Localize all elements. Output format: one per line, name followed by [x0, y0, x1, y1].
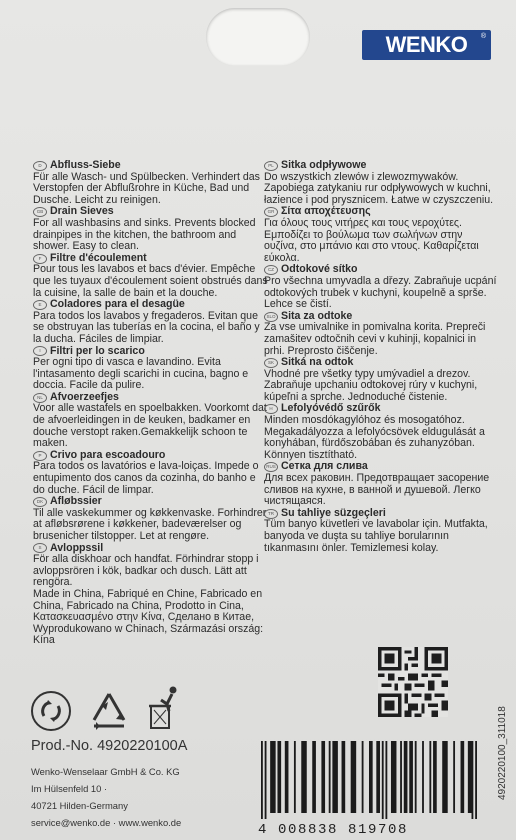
barcode-bar [321, 741, 325, 813]
language-heading [264, 160, 497, 172]
country-code-badge: PL [264, 161, 278, 171]
country-code-badge: I [33, 346, 47, 356]
country-code-badge: SK [264, 358, 278, 368]
barcode-bar [285, 741, 289, 813]
barcode-bar [385, 741, 387, 819]
barcode-bar [332, 741, 337, 813]
language-section [264, 461, 497, 507]
hang-hole [206, 8, 310, 66]
barcode-bar [453, 741, 455, 813]
section-body: For all washbasins and sinks. Prevents blocked drainpipes in the kitchen, the bathroom and shower. Easy to clean. [33, 216, 256, 253]
section-body: Для всех раковин. Предотвращает засорение сливов на кухне, в ванной и душевой. Легко чистящаяся. [264, 472, 490, 508]
section-body: Til alle vaskekummer og køkkenvaske. Forhindrer at afløbsrørene i køkkener, badeværelser og brusenicher tilstopper. Let at rengøre. [33, 506, 267, 542]
country-code-badge: GR [264, 207, 278, 217]
barcode-bar [261, 741, 263, 819]
barcode-bar [362, 741, 364, 813]
country-code-badge: E [33, 300, 47, 310]
company-address [31, 763, 181, 831]
section-title: Sitka odpływowe [281, 159, 367, 171]
barcode-bar [475, 741, 477, 819]
section-body: Vhodné pre všetky typy umývadiel a drezov. Zabraňuje upchaniu odtokovej rúry v kuchyni, kúpeľni a sprche. Jednoduché čistenie. [264, 367, 478, 403]
section-body: Minden mosdókagylóhoz és mosogatóhoz. Megakadályozza a lefolyócsövek eldugulását a konyhában, fürdőszobában és zuhanyzóban. Könnyen tisztítható. [264, 414, 485, 461]
barcode-bar [433, 741, 437, 813]
country-code-badge: F [33, 254, 47, 264]
section-title: Crivo para escoadouro [50, 448, 166, 461]
section-body: Para todos los lavabos y fregaderos. Evitan que se obstruyan las tuberías en la cocina, el baño y la ducha. Fáciles de limpiar. [33, 309, 260, 345]
address-line: service@wenko.de · www.wenko.de [31, 817, 182, 828]
language-section [264, 311, 497, 357]
barcode-bar [472, 741, 474, 819]
section-title: Filtri per lo scarico [50, 344, 145, 357]
language-section [33, 253, 269, 299]
qr-code [378, 647, 448, 717]
country-code-badge: H [264, 404, 278, 414]
section-title: Coladores para el desagüe [50, 298, 185, 311]
barcode-bar [265, 741, 267, 819]
address-line: 40721 Hilden-Germany [31, 800, 128, 811]
barcode-bar [369, 741, 373, 813]
registered-mark: ® [480, 33, 486, 40]
country-code-badge: D [33, 161, 47, 171]
country-code-badge: S [33, 543, 47, 553]
section-title: Avloppssil [50, 541, 104, 554]
recycle-triangle-icon [86, 690, 132, 732]
barcode-bar [294, 741, 296, 813]
barcode-bar [329, 741, 331, 813]
country-code-badge: SLO [264, 312, 278, 322]
barcode-bar [415, 741, 417, 813]
barcode-bar [404, 741, 408, 813]
barcode-bar [400, 741, 402, 813]
made-in-text: Made in China, Fabriqué en Chine, Fabricado en China, Fabricado na China, Prodotto in Cina, Κατασκευασμένο στην Κίνα, Сделано в Китае, Wyprodukowano w Chinach, Származási ország: Kína [33, 587, 264, 647]
language-section [264, 206, 497, 264]
language-section [264, 508, 497, 554]
section-body: Pour tous les lavabos et bacs d'évier. Empêche que les tuyaux d'écoulement soient obstrués dans la cuisine, la salle de bain et la douche. [33, 263, 268, 299]
section-body: Do wszystkich zlewów i zlewozmywaków. Zapobiega zatykaniu rur odpływowych w kuchni, łazience i pod prysznicem. Łatwe w czyszczeniu. [264, 170, 494, 206]
language-section [33, 496, 269, 542]
brand-logo [362, 30, 491, 60]
brand-name: WENKO [385, 32, 468, 57]
section-body: Za vse umivalnike in pomivalna korita. Prepreči zamašitev odtočnih cevi v kuhinji, kopalnici in prhi. Preprosto čiščenje. [264, 321, 486, 357]
section-title: Drain Sieves [50, 205, 114, 218]
section-title: Σίτα αποχέτευσης [281, 205, 371, 218]
section-title: Sita za odtoke [281, 309, 353, 322]
barcode [255, 739, 485, 819]
barcode-bar [301, 741, 306, 813]
product-number: Prod.-No. 4920220100A [31, 738, 188, 754]
barcode-bar [277, 741, 281, 813]
language-section [264, 160, 497, 206]
language-heading [33, 299, 269, 311]
barcode-bar [312, 741, 316, 813]
country-code-badge: P [33, 451, 47, 461]
barcode-bar [422, 741, 424, 813]
barcode-bar [461, 741, 465, 813]
barcode-bar [270, 741, 275, 813]
country-code-badge: CZ [264, 265, 278, 275]
section-body: Para todos os lavatórios e lava-loiças. Impede o entupimento dos canos da cozinha, do banho e do duche. Fácil de limpar. [33, 460, 259, 496]
language-heading [264, 357, 497, 369]
section-body: Tüm banyo küvetleri ve lavabolar için. Mutfakta, banyoda ve duşta su tahliye borularının tıkanmasını önler. Temizlemesi kolay. [264, 518, 488, 554]
language-section [264, 403, 497, 461]
language-section [264, 357, 497, 403]
address-line: Im Hülsenfeld 10 · [31, 783, 108, 794]
language-section [33, 299, 269, 345]
country-code-badge: TR [264, 509, 278, 519]
barcode-bar [429, 741, 431, 813]
language-section [33, 160, 269, 206]
section-title: Afvoerzeefjes [50, 390, 119, 403]
section-body: Voor alle wastafels en spoelbakken. Voorkomt dat de afvoerleidingen in de keuken, badkamer en douche verstopt raken.Gemakkelijk schoon te maken. [33, 402, 267, 450]
language-section [33, 206, 269, 252]
disposal-icons [30, 684, 190, 732]
section-body: Für alle Wasch- und Spülbecken. Verhindert das Verstopfen der Abflußrohre in Küche, Bad und Dusche. Leicht zu reinigen. [33, 170, 260, 206]
right-description-column [264, 160, 497, 554]
barcode-bar [382, 741, 384, 819]
section-body: Pro všechna umyvadla a dřezy. Zabraňuje ucpání odtokových trubek v kuchyni, koupelně a sprše. Lehce se čistí. [264, 274, 497, 311]
side-code: 4920220100_311018 [497, 706, 508, 800]
language-section [33, 346, 269, 392]
language-section [33, 543, 269, 589]
section-title: Su tahliye süzgeçleri [281, 506, 386, 519]
barcode-bar [409, 741, 413, 813]
section-title: Odtokové sítko [281, 263, 358, 276]
section-body: För alla diskhoar och handfat. Förhindrar stopp i avloppsrören i kök, badkar och dusch. Lätt att rengöra. [33, 553, 259, 589]
section-body: Per ogni tipo di vasca e lavandino. Evita l'intasamento degli scarichi in cucina, bagno e doccia. Facile da pulire. [33, 356, 249, 392]
language-section [264, 264, 497, 310]
section-body: Για όλους τους νιτήρες και τους νεροχύτες. Εμποδίζει το βούλωμα των σωλήνων στην ουζίνα, στο μπάνιο και στο ντους. Καθαρίζεται εύκολα. [264, 216, 479, 264]
barcode-bar [442, 741, 447, 813]
left-description-column [33, 160, 269, 647]
barcode-bar [468, 741, 472, 813]
country-code-badge: GB [33, 207, 47, 217]
barcode-bar [376, 741, 380, 813]
country-code-badge: DK [33, 497, 47, 507]
recycle-circle-icon [30, 690, 72, 732]
barcode-number: 4 008838 819708 [258, 822, 409, 838]
section-title: Lefolyóvédő szűrők [281, 402, 381, 415]
barcode-bar [342, 741, 346, 813]
section-title: Filtre d'écoulement [50, 251, 147, 264]
language-section [33, 450, 269, 496]
language-section [33, 392, 269, 450]
trash-bin-icon [145, 684, 185, 732]
barcode-bar [351, 741, 356, 813]
language-heading [33, 160, 269, 172]
section-title: Сетка для слива [281, 460, 368, 473]
section-title: Afløbssier [50, 495, 102, 508]
section-title: Sitká na odtok [281, 356, 354, 369]
barcode-bar [391, 741, 396, 813]
address-line: Wenko-Wenselaar GmbH & Co. KG [31, 766, 180, 777]
section-title: Abfluss-Siebe [50, 159, 121, 171]
country-code-badge: RUS [264, 462, 278, 472]
country-code-badge: NL [33, 393, 47, 403]
